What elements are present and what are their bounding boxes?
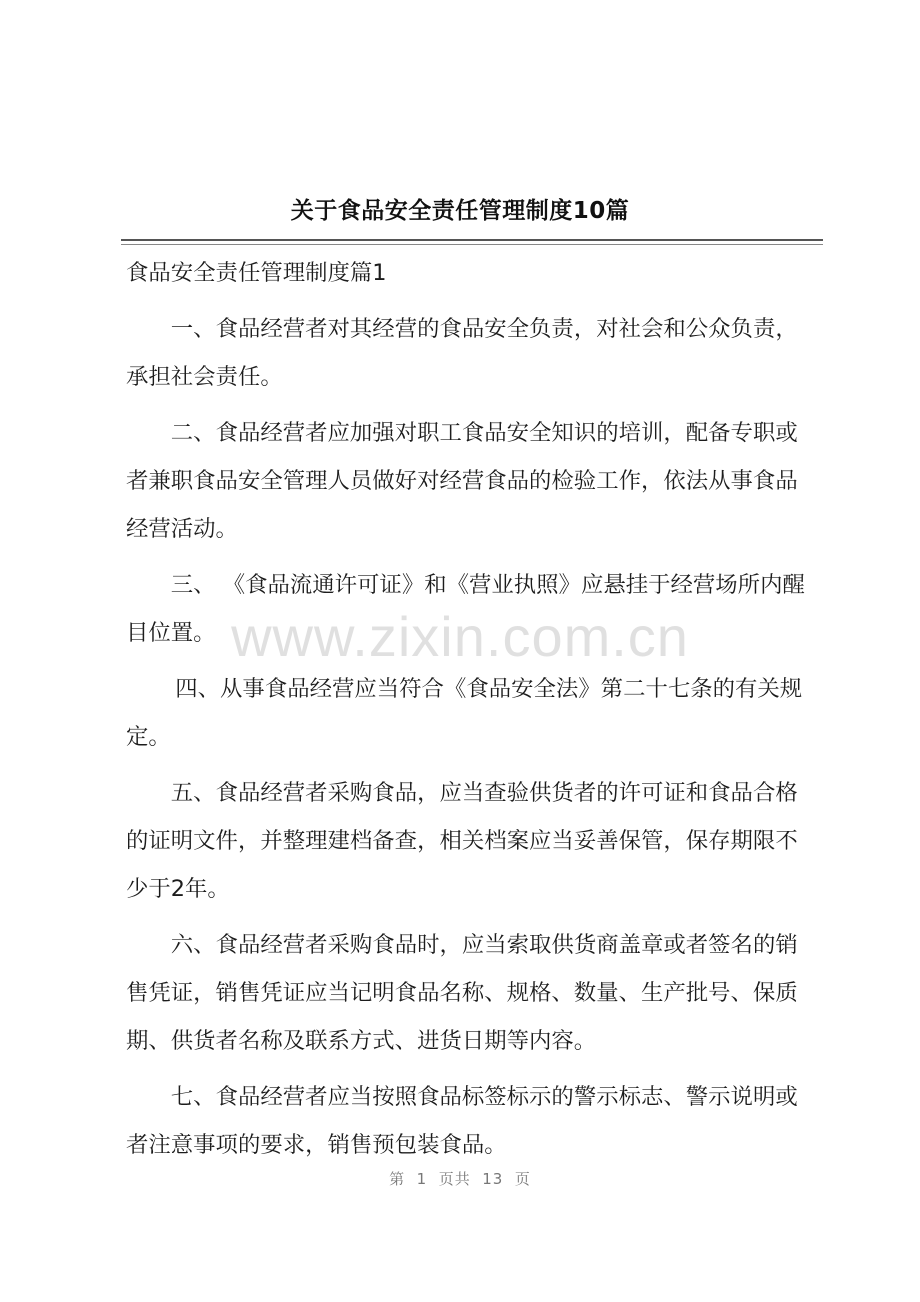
document-title: 关于食品安全责任管理制度10篇	[290, 198, 630, 224]
clause-6: 六、食品经营者采购食品时，应当索取供货商盖章或者签名的销售凭证，销售凭证应当记明食品名称、规格、数量、生产批号、保质期、供货者名称及联系方式、进货日期等内容。	[126, 932, 798, 1054]
page-footer: 第 1 页共 13 页	[389, 1170, 531, 1188]
clause-5: 五、食品经营者采购食品，应当查验供货者的许可证和食品合格的证明文件，并整理建档备查，相关档案应当妥善保管，保存期限不少于2年。	[126, 780, 798, 902]
clause-1: 一、食品经营者对其经营的食品安全负责，对社会和公众负责，承担社会责任。	[126, 316, 798, 390]
watermark: www.zixin.com.cn	[231, 605, 689, 668]
clause-4: 四、从事食品经营应当符合《食品安全法》第二十七条的有关规定。	[126, 676, 803, 750]
clause-3: 三、 《食品流通许可证》和《营业执照》应悬挂于经营场所内醒目位置。	[126, 572, 805, 646]
title-divider	[121, 239, 823, 241]
section-heading: 食品安全责任管理制度篇1	[126, 260, 387, 286]
clause-2: 二、食品经营者应加强对职工食品安全知识的培训，配备专职或者兼职食品安全管理人员做好对经营食品的检验工作，依法从事食品经营活动。	[126, 420, 798, 542]
clause-7: 七、食品经营者应当按照食品标签标示的警示标志、警示说明或者注意事项的要求，销售预包装食品。	[126, 1084, 798, 1158]
document-body	[126, 249, 820, 1177]
title-divider-thin	[121, 244, 823, 245]
